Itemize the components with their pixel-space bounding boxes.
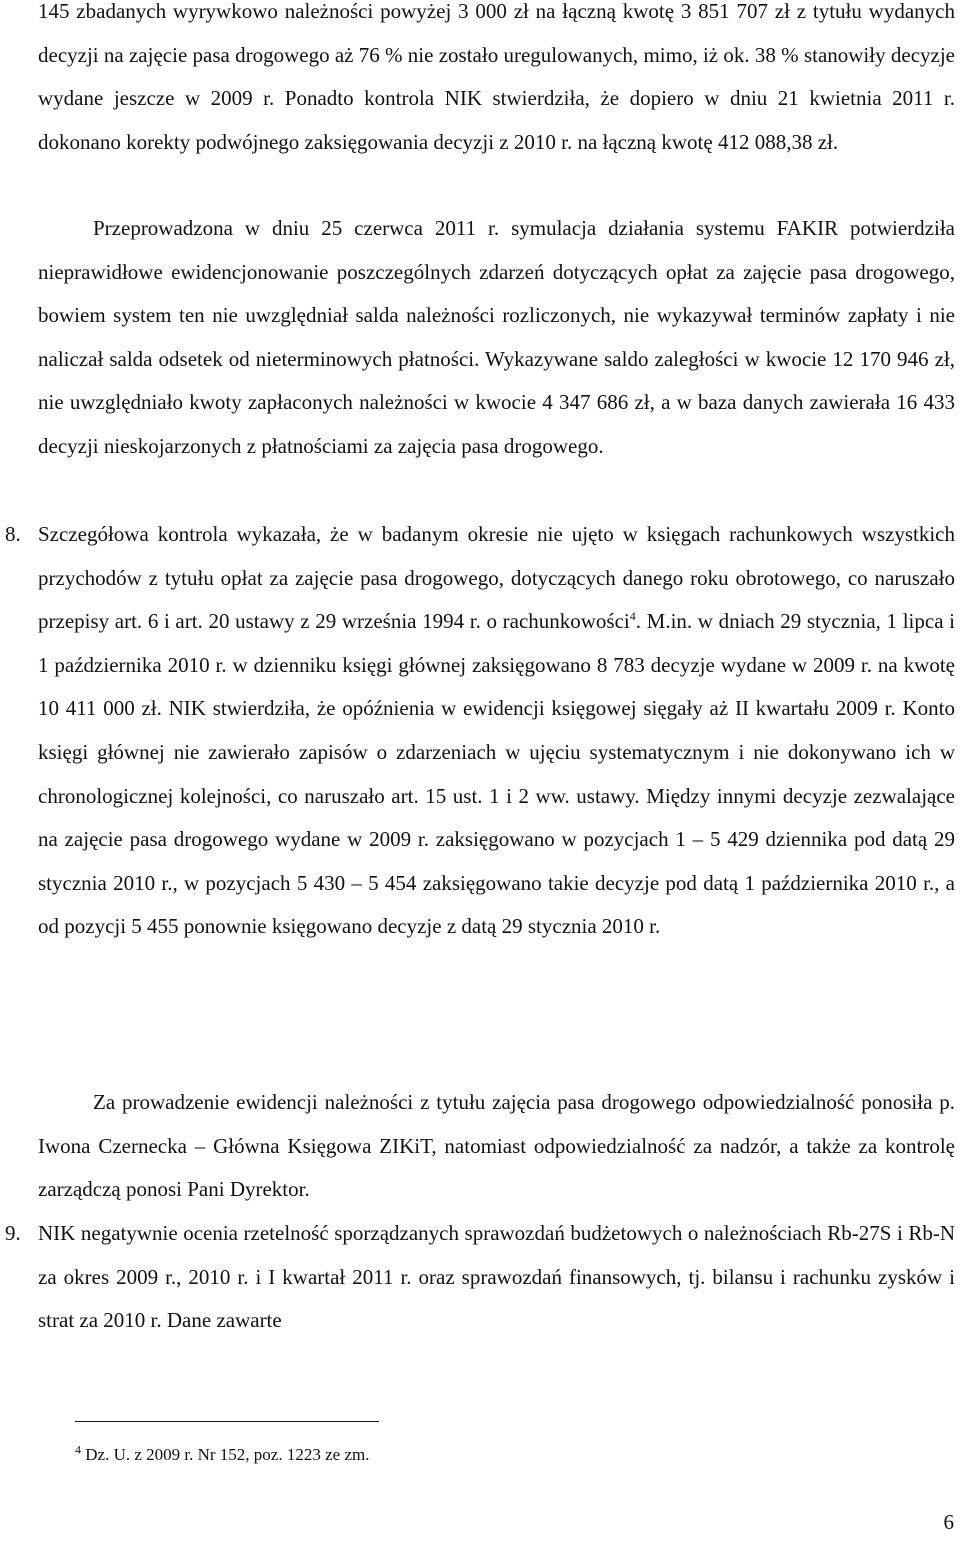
paragraph-fakir-simulation: Przeprowadzona w dniu 25 czerwca 2011 r. symulacja działania systemu FAKIR potwierdziła nieprawidłowe ewidencjonowanie poszczególnych zdarzeń dotyczących opłat za zajęcie pasa drogowego, bowiem system ten nie uwzględniał salda należności rozliczonych, nie wykazywał terminów zapłaty i nie naliczał salda odsetek od nieterminowych płatności. Wykazywane saldo zaległości w kwocie 12 170 946 zł, nie uwzględniało kwoty zapłaconych należności w kwocie 4 347 686 zł, a w baza danych zawierała 16 433 decyzji nieskojarzonych z płatnościami za zajęcia pasa drogowego.: [38, 216, 955, 458]
page-number: 6: [943, 1510, 954, 1534]
paragraph-fakir-receivables: 145 zbadanych wyrywkowo należności powyżej 3 000 zł na łączną kwotę 3 851 707 zł z tytułu wydanych decyzji na zajęcie pasa drogowego aż 76 % nie zostało uregulowanych, mimo, iż ok. 38 % stanowiły decyzje wydane jeszcze w 2009 r. Ponadto kontrola NIK stwierdziła, że dopiero w dniu 21 kwietnia 2011 r. dokonano korekty podwójnego zaksięgowania decyzji z 2010 r. na łączną kwotę 412 088,38 zł.: [38, 0, 955, 154]
footnote: [75, 1444, 369, 1466]
item-9-paragraph: NIK negatywnie ocenia rzetelność sporządzanych sprawozdań budżetowych o należnościach Rb-27S i Rb-N za okres 2009 r., 2010 r. i I kwartał 2011 r. oraz sprawozdań finansowych, tj. bilansu i rachunku zysków i strat za 2010 r. Dane zawarte: [38, 1221, 955, 1333]
footnote-reference: 4: [629, 609, 636, 624]
footnote-separator: [75, 1421, 379, 1422]
footnote-text: Dz. U. z 2009 r. Nr 152, poz. 1223 ze zm.: [81, 1445, 370, 1464]
item-8-text-after-ref: . M.in. w dniach 29 stycznia, 1 lipca i 1 października 2010 r. w dzienniku księgi głównej zaksięgowano 8 783 decyzje wydane w 2009 r. na kwotę 10 411 000 zł. NIK stwierdziła, że opóźnienia w ewidencji księgowej sięgały aż II kwartału 2009 r. Konto księgi głównej nie zawierało zapisów o zdarzeniach w ujęciu systematycznym i nie dokonywano ich w chronologicznej kolejności, co naruszało art. 15 ust. 1 i 2 ww. ustawy. Między innymi decyzje zezwalające na zajęcie pasa drogowego wydane w 2009 r. zaksięgowano w pozycjach 1 – 5 429 dziennika pod datą 29 stycznia 2010 r., w pozycjach 5 430 – 5 454 zaksięgowano takie decyzje pod datą 1 października 2010 r., a od pozycji 5 455 ponownie księgowano decyzje z datą 29 stycznia 2010 r.: [38, 609, 955, 939]
item-8-text-before-ref: Szczegółowa kontrola wykazała, że w badanym okresie nie ujęto w księgach rachunkowych wszystkich przychodów z tytułu opłat za zajęcie pasa drogowego, dotyczących danego roku obrotowego, co naruszało przepisy art. 6 i art. 20 ustawy z 29 września 1994 r. o rachunkowości: [38, 522, 955, 634]
footnote-marker: 4: [75, 1442, 81, 1457]
item-8-paragraph: [38, 513, 955, 949]
item-8-number: 8.: [5, 522, 21, 546]
item-8-responsibility-paragraph: Za prowadzenie ewidencji należności z tytułu zajęcia pasa drogowego odpowiedzialność ponosiła p. Iwona Czernecka – Główna Księgowa ZIKiT, natomiast odpowiedzialność za nadzór, a także za kontrolę zarządczą ponosi Pani Dyrektor.: [38, 1090, 955, 1202]
item-9-number: 9.: [5, 1221, 21, 1245]
